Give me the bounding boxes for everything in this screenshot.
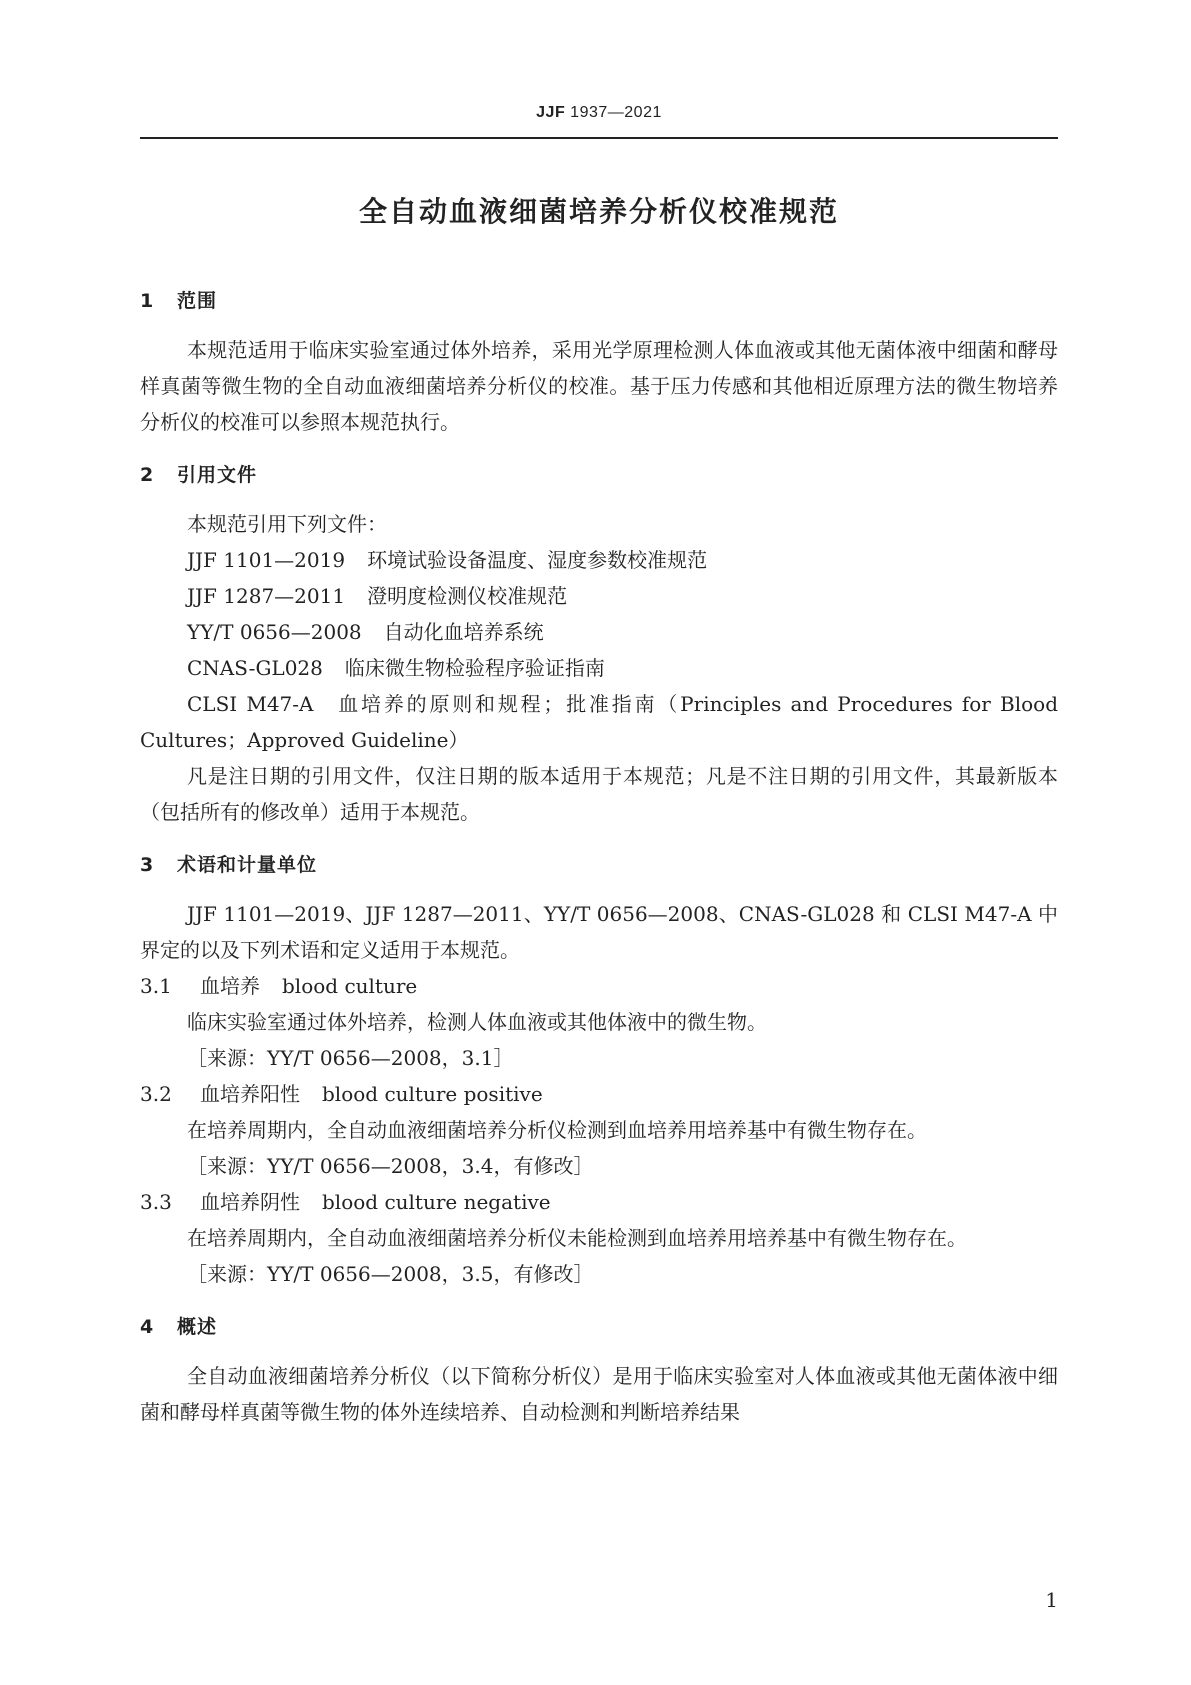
reference-name: 澄明度检测仪校准规范 (367, 584, 568, 608)
reference-code: JJF 1287—2011 (187, 584, 346, 608)
term-chinese: 血培养阳性 (200, 1082, 300, 1106)
term-heading (140, 1076, 1058, 1112)
section-title: 范围 (177, 290, 218, 312)
term-definition: 在培养周期内，全自动血液细菌培养分析仪未能检测到血培养用培养基中有微生物存在。 (187, 1226, 967, 1250)
term-number: 3.2 (140, 1082, 172, 1106)
section-number: 2 (140, 464, 155, 486)
term-heading (140, 968, 1058, 1004)
terms-intro: JJF 1101—2019、JJF 1287—2011、YY/T 0656—2008、CNAS-GL028 和 CLSI M47-A 中界定的以及下列术语和定义适用于本规范。 (140, 902, 1058, 962)
term-heading (140, 1184, 1058, 1220)
section-number: 1 (140, 290, 155, 312)
section-1-paragraph: 本规范适用于临床实验室通过体外培养，采用光学原理检测人体血液或其他无菌体液中细菌和酵母样真菌等微生物的全自动血液细菌培养分析仪的校准。基于压力传感和其他相近原理方法的微生物培养分析仪的校准可以参照本规范执行。 (140, 338, 1058, 434)
reference-name: 血培养的原则和规程；批准指南（Principles and Procedures for Blood Cultures；Approved Guideline） (140, 692, 1058, 752)
term-definition: 临床实验室通过体外培养，检测人体血液或其他体液中的微生物。 (187, 1010, 767, 1034)
term-definition: 在培养周期内，全自动血液细菌培养分析仪检测到血培养用培养基中有微生物存在。 (187, 1118, 927, 1142)
term-source: ［来源：YY/T 0656—2008，3.5，有修改］ (187, 1262, 594, 1286)
term-number: 3.3 (140, 1190, 172, 1214)
running-header (140, 104, 1058, 122)
term-number: 3.1 (140, 974, 172, 998)
term-chinese: 血培养阴性 (200, 1190, 300, 1214)
term-chinese: 血培养 (200, 974, 260, 998)
document-body (140, 286, 1058, 1430)
reference-item (140, 650, 1058, 686)
reference-item (140, 614, 1058, 650)
reference-item (140, 578, 1058, 614)
section-1-heading (140, 286, 1058, 316)
reference-code: CNAS-GL028 (187, 656, 323, 680)
section-number: 3 (140, 854, 155, 876)
section-title: 引用文件 (177, 464, 258, 486)
section-title: 术语和计量单位 (177, 854, 318, 876)
section-title: 概述 (177, 1316, 218, 1338)
section-4-heading (140, 1312, 1058, 1342)
standard-code-prefix: JJF (536, 104, 566, 121)
section-4-paragraph: 全自动血液细菌培养分析仪（以下简称分析仪）是用于临床实验室对人体血液或其他无菌体液中细菌和酵母样真菌等微生物的体外连续培养、自动检测和判断培养结果 (140, 1364, 1058, 1424)
term-english: blood culture negative (322, 1190, 551, 1214)
reference-code: CLSI M47-A (187, 692, 314, 716)
term-english: blood culture positive (322, 1082, 543, 1106)
header-divider (140, 137, 1058, 139)
standard-code-number: 1937—2021 (570, 104, 662, 121)
document-title: 全自动血液细菌培养分析仪校准规范 (358, 195, 839, 228)
page-number: 1 (1045, 1588, 1058, 1612)
term-source: ［来源：YY/T 0656—2008，3.1］ (187, 1046, 514, 1070)
term-source: ［来源：YY/T 0656—2008，3.4，有修改］ (187, 1154, 594, 1178)
section-2-heading (140, 460, 1058, 490)
section-number: 4 (140, 1316, 155, 1338)
term-english: blood culture (282, 974, 418, 998)
reference-code: JJF 1101—2019 (187, 548, 346, 572)
references-note: 凡是注日期的引用文件，仅注日期的版本适用于本规范；凡是不注日期的引用文件，其最新版本（包括所有的修改单）适用于本规范。 (140, 764, 1058, 824)
references-intro: 本规范引用下列文件： (187, 512, 387, 536)
reference-name: 自动化血培养系统 (383, 620, 544, 644)
reference-name: 环境试验设备温度、湿度参数校准规范 (367, 548, 708, 572)
reference-code: YY/T 0656—2008 (187, 620, 362, 644)
reference-item (140, 686, 1058, 758)
section-3-heading (140, 850, 1058, 880)
reference-name: 临床微生物检验程序验证指南 (344, 656, 605, 680)
reference-item (140, 542, 1058, 578)
